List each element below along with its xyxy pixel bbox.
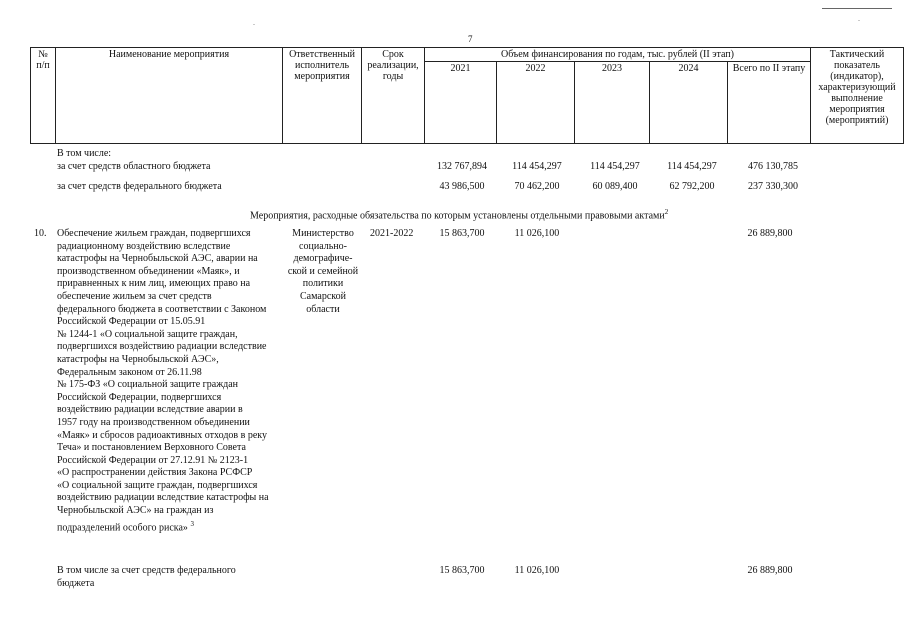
federal-2021: 43 986,500 bbox=[439, 181, 485, 192]
item-federal-total: 26 889,800 bbox=[747, 565, 793, 576]
item-2021: 15 863,700 bbox=[439, 228, 485, 239]
federal-2024: 62 792,200 bbox=[669, 181, 715, 192]
federal-2022: 70 462,200 bbox=[514, 181, 560, 192]
regional-total: 476 130,785 bbox=[748, 161, 798, 172]
item-federal-2022: 11 026,100 bbox=[514, 565, 560, 576]
federal-2023: 60 089,400 bbox=[592, 181, 638, 192]
federal-total: 237 330,300 bbox=[748, 181, 798, 192]
header-year: 2022 bbox=[497, 62, 575, 144]
federal-label: за счет средств федерального бюджета bbox=[57, 181, 222, 192]
header-year: 2021 bbox=[425, 62, 497, 144]
regional-2022: 114 454,297 bbox=[512, 161, 562, 172]
header-term: Срок реализации, годы bbox=[362, 48, 425, 144]
item-federal-2021: 15 863,700 bbox=[439, 565, 485, 576]
header-indicator: Тактический показатель (индикатор), характеризующий выполнение мероприятия (мероприятий) bbox=[811, 48, 904, 144]
item-2022: 11 026,100 bbox=[514, 228, 560, 239]
scan-speck: . bbox=[858, 14, 860, 23]
including-label: В том числе: bbox=[57, 148, 112, 159]
item-number: 10. bbox=[34, 228, 47, 239]
header-funding: Объем финансирования по годам, тыс. рублей (II этап) bbox=[425, 48, 811, 62]
item-responsible: Министерство социально- демографиче- ской и семейной политики Самарской области bbox=[287, 228, 359, 315]
header-year: 2024 bbox=[650, 62, 728, 144]
item-term: 2021-2022 bbox=[370, 228, 414, 239]
header-table bbox=[30, 47, 904, 144]
regional-2021: 132 767,894 bbox=[437, 161, 487, 172]
section-title: Мероприятия, расходные обязательства по которым установлены отдельными правовыми актами$^2$ bbox=[250, 208, 669, 222]
header-number: № п/п bbox=[31, 48, 56, 144]
regional-2024: 114 454,297 bbox=[667, 161, 717, 172]
header-name: Наименование мероприятия bbox=[56, 48, 283, 144]
section-footnote: 2 bbox=[664, 208, 669, 216]
item-description: Обеспечение жильем граждан, подвергшихся радиационному воздействию вследствие катастрофы на Чернобыльской АЭС, аварии на производственном объединении «Маяк», и приравненных к ним лиц, имеющих право на обеспечение жильем за счет средств федерального бюджета в соответствии с Законом Российской Федерации от 15.05.91 № 1244-1 «О социальной защите граждан, подвергшихся воздействию радиации вследствие катастрофы на Чернобыльской АЭС», Федеральным законом от 26.11.98 № 175-ФЗ «О социальной защите граждан Российской Федерации, подвергшихся воздействию радиации вследствие аварии в 1957 году на производственном объединении «Маяк» и сбросов радиоактивных отходов в реку Теча» и постановлением Верховного Совета Российской Федерации от 27.12.91 № 2123-1 «О распространении действия Закона РСФСР «О социальной защите граждан, подвергшихся воздействию радиации вследствие катастрофы на Чернобыльской АЭС» на граждан из подразделений особого риска» $^3$ bbox=[57, 228, 269, 533]
regional-label: за счет средств областного бюджета bbox=[57, 161, 211, 172]
top-rule bbox=[822, 8, 892, 9]
header-responsible: Ответственный исполнитель мероприятия bbox=[283, 48, 362, 144]
regional-2023: 114 454,297 bbox=[590, 161, 640, 172]
scan-speck: . bbox=[253, 18, 255, 27]
item-footnote: 3 bbox=[190, 519, 194, 528]
item-total: 26 889,800 bbox=[747, 228, 793, 239]
item-federal-label: В том числе за счет средств федерального бюджета bbox=[57, 565, 236, 589]
header-total: Всего по II этапу bbox=[728, 62, 811, 144]
header-year: 2023 bbox=[575, 62, 650, 144]
page-number: 7 bbox=[468, 34, 473, 44]
